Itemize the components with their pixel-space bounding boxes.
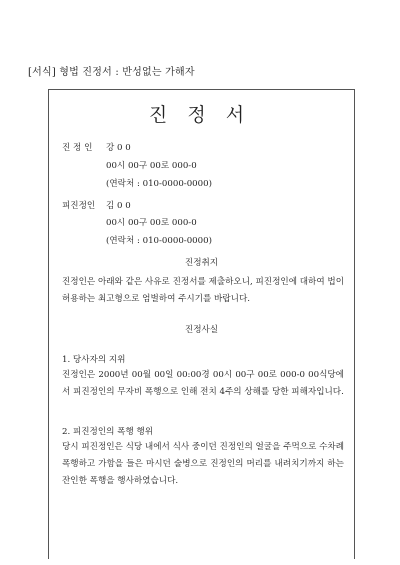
respondent-contact: (연락처 : 010-0000-0000) <box>106 236 212 246</box>
document-caption: [서식] 형법 진정서 : 반성없는 가해자 <box>28 67 195 78</box>
facts-heading: 진정사실 <box>184 325 219 335</box>
purpose-text: 진정인은 아래와 같은 사유로 진정서를 제출하오니, 피진정인에 대하여 법이 허용하는 최고형으로 엄벌하여 주시기를 바랍니다. <box>62 277 344 304</box>
purpose-heading: 진정취지 <box>184 258 219 268</box>
respondent-label: 피진정인 <box>62 201 96 211</box>
section2-text: 당시 피진정인은 식당 내에서 식사 중이던 진정인의 얼굴을 주먹으로 수차례 폭행하고 가함을 들은 마시던 술병으로 진정인의 머리를 내려치기까지 하는 잔인한 폭행을 행사하였습니다. <box>62 442 344 486</box>
petitioner-contact: (연락처 : 010-0000-0000) <box>106 179 212 189</box>
petitioner-address: 00시 00구 00로 000-0 <box>106 161 197 171</box>
petitioner-label: 진 정 인 <box>62 143 93 153</box>
petitioner-name: 강 0 0 <box>106 143 131 153</box>
document-title: 진 정 서 <box>148 104 252 126</box>
respondent-name: 김 0 0 <box>106 201 131 211</box>
section1-text: 진정인은 2000년 00월 00일 00:00경 00시 00구 00로 000-0 00식당에서 피진정인의 무자비 폭행으로 인해 전치 4주의 상해를 당한 피해자입니다. <box>62 370 344 397</box>
section1-title: 1. 당사자의 지위 <box>62 355 126 365</box>
section2-title: 2. 피진정인의 폭행 행위 <box>62 427 154 437</box>
respondent-address: 00시 00구 00로 000-0 <box>106 218 197 228</box>
